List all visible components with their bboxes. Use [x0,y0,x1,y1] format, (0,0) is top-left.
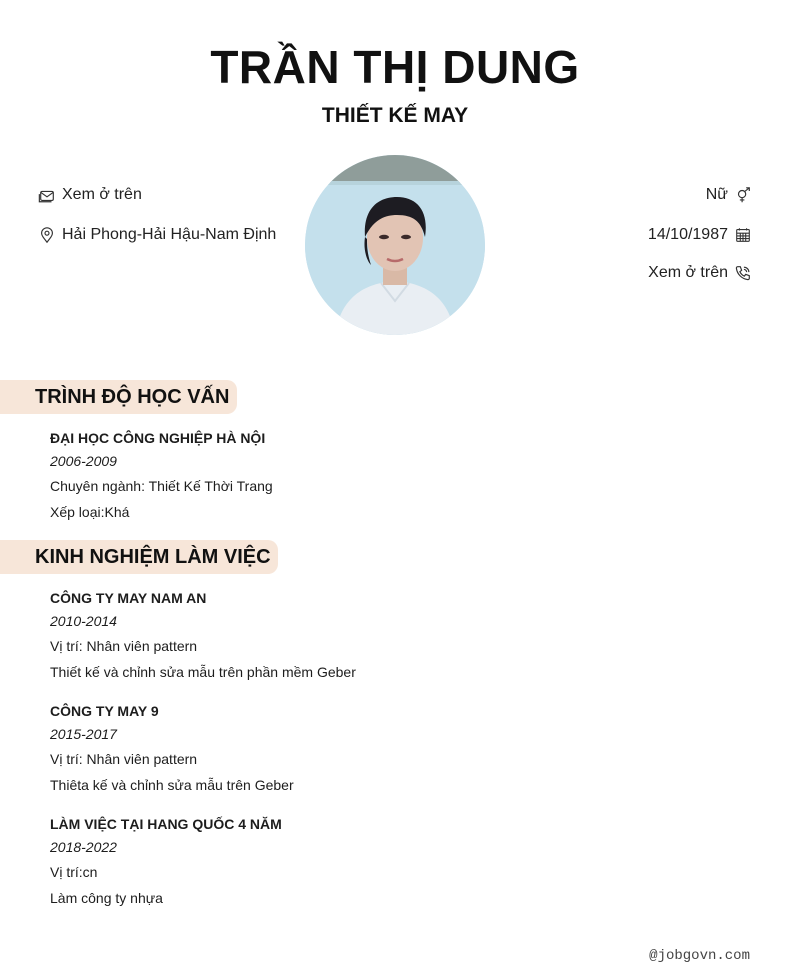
education-period: 2006-2009 [50,453,117,469]
experience-period: 2015-2017 [50,726,117,742]
candidate-name: TRẦN THỊ DUNG [210,41,580,93]
experience-company: CÔNG TY MAY NAM AN [50,590,207,606]
contact-email-text: Xem ở trên [62,186,142,203]
education-major: Chuyên ngành: Thiết Kế Thời Trang [50,478,273,494]
phone-icon [734,264,752,282]
education-grade: Xếp loại:Khá [50,504,130,520]
contact-email [38,186,142,204]
envelope-icon [38,186,56,204]
education-school: ĐẠI HỌC CÔNG NGHIỆP HÀ NỘI [50,430,266,446]
experience-period: 2010-2014 [50,613,117,629]
job-title: THIẾT KẾ MAY [321,104,469,127]
contact-phone-text: Xem ở trên [648,264,728,281]
map-pin-icon [38,226,56,244]
contact-address-text: Hải Phong-Hải Hậu-Nam Định [62,226,277,243]
experience-position: Vị trí:cn [50,864,98,880]
gender-icon [734,186,752,204]
experience-entry [50,813,282,911]
watermark: @jobgovn.com [649,948,750,964]
experience-description: Thiết kế và chỉnh sửa mẫu trên phần mềm Geber [50,664,356,680]
section-education-heading: TRÌNH ĐỘ HỌC VẤN [0,380,237,414]
experience-position: Vị trí: Nhân viên pattern [50,751,198,767]
calendar-icon [734,226,752,244]
experience-description: Làm công ty nhựa [50,890,163,906]
contact-phone [648,264,752,282]
contact-birthday [648,226,752,244]
education-entry [50,427,273,525]
experience-entry [50,700,294,798]
experience-entry [50,587,356,685]
experience-position: Vị trí: Nhân viên pattern [50,638,198,654]
contact-gender [706,186,752,204]
experience-period: 2018-2022 [50,839,117,855]
experience-description: Thiêta kế và chỉnh sửa mẫu trên Geber [50,777,294,793]
section-experience-heading: KINH NGHIỆM LÀM VIỆC [0,540,278,574]
contact-gender-text: Nữ [705,186,728,203]
portrait-photo [305,155,485,335]
contact-birthday-text: 14/10/1987 [647,226,728,243]
avatar [305,155,485,335]
experience-company: LÀM VIỆC TẠI HANG QUỐC 4 NĂM [50,816,282,832]
contact-address [38,226,276,244]
experience-company: CÔNG TY MAY 9 [50,703,159,719]
